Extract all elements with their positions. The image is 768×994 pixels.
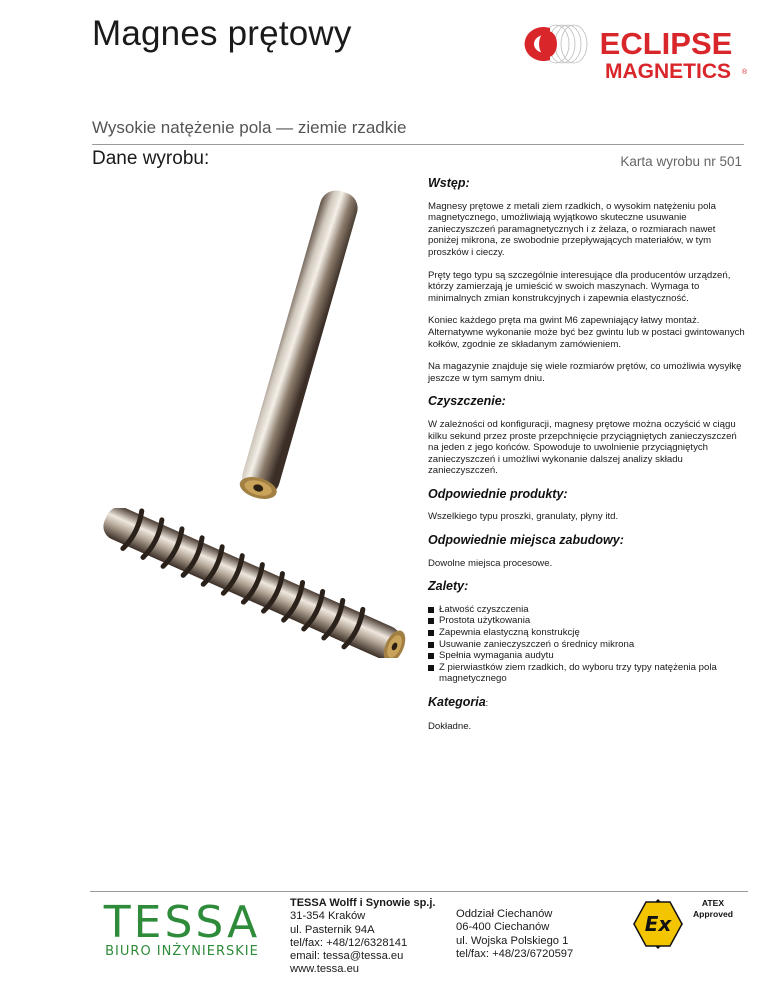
atex-label [686,898,740,919]
list-item-text: Usuwanie zanieczyszczeń o średnicy mikrona [439,638,635,650]
list-item [428,627,748,639]
company-name: TESSA Wolff i Synowie sp.j. [290,897,436,909]
section-title-wstep: Wstęp: [428,176,470,190]
zalety-list [428,604,748,685]
bullet-icon [428,630,434,636]
section-produkty [418,486,748,523]
eclipse-magnetics-logo [512,22,748,88]
tessa-logo [88,897,276,959]
kategoria-title-text: Kategoria [428,695,486,709]
list-item [428,662,748,685]
branch-line: tel/fax: +48/23/6720597 [456,947,574,960]
branch-line: 06-400 Ciechanów [456,921,550,934]
wstep-paragraph: Pręty tego typu są szczególnie interesujące dla producentów urządzeń, którzy zamierzają je umieścić w swoich maszynach. Wymaga to minimalnych zmian konstrukcyjnych i zapewnia elastyczność. [428,269,731,304]
list-item-text: Łatwość czyszczenia [439,603,529,615]
page-title: Magnes prętowy [92,14,352,53]
wstep-paragraph: Magnesy prętowe z metali ziem rzadkich, o wysokim natężeniu pola magnetycznego, umożliwiają wyjątkowo skuteczne usuwanie zanieczyszczeń paramagnetycznych i z żelaza, o rozmiarach nawet poniżej mikrona, ze swobodnie przepływających materiałów, w tym proszków i cieczy. [428,200,716,258]
header-divider [92,144,744,145]
eclipse-logo-mark [525,25,587,63]
tessa-logo-subtext: BIURO INŻYNIERSKIE [105,944,259,959]
list-item-text: Zapewnia elastyczną konstrukcję [439,627,580,639]
section-zalety [418,581,748,685]
section-title-kategoria [428,697,748,710]
section-kategoria [418,697,748,732]
section-czyszczenie [418,396,748,477]
company-address [290,897,435,977]
section-title-miejsca: Odpowiednie miejsca zabudowy: [428,533,624,548]
company-line: 31-354 Kraków [290,910,366,923]
company-line: ul. Pasternik 94A [290,923,375,936]
section-miejsca [418,535,748,569]
miejsca-text: Dowolne miejsca procesowe. [428,557,553,569]
wstep-paragraph: Koniec każdego pręta ma gwint M6 zapewniający łatwy montaż. Alternatywne wykonanie może być bez gwintu lub w postaci gwintowanych kołków, zgodnie ze składanym zamówieniem. [428,315,745,350]
page-subtitle: Wysokie natężenie pola — ziemie rzadkie [92,118,407,137]
atex-line-1: ATEX [701,898,725,908]
bullet-icon [428,607,434,613]
atex-ex-icon [632,898,684,950]
sheet-number: Karta wyrobu nr 501 [620,154,742,169]
company-website: www.tessa.eu [290,963,360,976]
company-email: email: tessa@tessa.eu [290,950,404,963]
brand-line-1: ECLIPSE [599,26,733,61]
section-title-zalety: Zalety: [428,579,469,594]
branch-line: Oddział Ciechanów [456,908,553,920]
bullet-icon [428,618,434,624]
list-item [428,650,748,662]
branch-address [456,908,573,961]
kategoria-text: Dokładne. [428,720,472,732]
list-item-text: Z pierwiastków ziem rzadkich, do wyboru trzy typy natężenia pola magnetycznego [439,661,717,685]
registered-mark: ® [742,69,748,76]
bullet-icon [428,642,434,648]
list-item [428,615,748,627]
product-description [418,178,748,744]
bullet-icon [428,653,434,659]
footer-divider [90,891,748,892]
section-title-produkty: Odpowiednie produkty: [428,486,568,501]
list-item-text: Prostota użytkowania [439,615,531,627]
section-label: Dane wyrobu: [92,148,210,169]
branch-line: ul. Wojska Polskiego 1 [456,934,569,947]
produkty-text: Wszelkiego typu proszki, granulaty, płyny itd. [428,511,619,523]
atex-symbol: Ex [644,912,672,936]
wstep-paragraph: Na magazynie znajduje się wiele rozmiarów prętów, co umożliwia wysyłkę jeszcze w tym samym dniu. [428,361,742,384]
tessa-logo-text: TESSA [103,897,261,948]
list-item [428,639,748,651]
list-item-text: Spełnia wymagania audytu [439,650,554,662]
list-item [428,604,748,616]
brand-line-2: MAGNETICS [605,60,731,83]
kategoria-title-colon: : [485,698,489,708]
section-title-czyszczenie: Czyszczenie: [428,394,506,409]
company-line: tel/fax: +48/12/6328141 [290,936,408,949]
atex-line-2: Approved [692,908,734,919]
czyszczenie-text: W zależności od konfiguracji, magnesy prętowe można oczyścić w ciągu kilku sekund przez proste przepchnięcie przyciągniętych zanieczyszczeń na jeden z jego końców. Spowoduje to uwolnienie przyciągniętych zanieczyszczeń i umożliwi wykonanie dalszej analizy składu zanieczyszczeń. [428,418,737,477]
section-wstep [418,178,748,384]
bar-magnet-with-contamination-image [82,508,422,658]
bar-magnet-image [170,178,430,514]
bullet-icon [428,665,434,671]
